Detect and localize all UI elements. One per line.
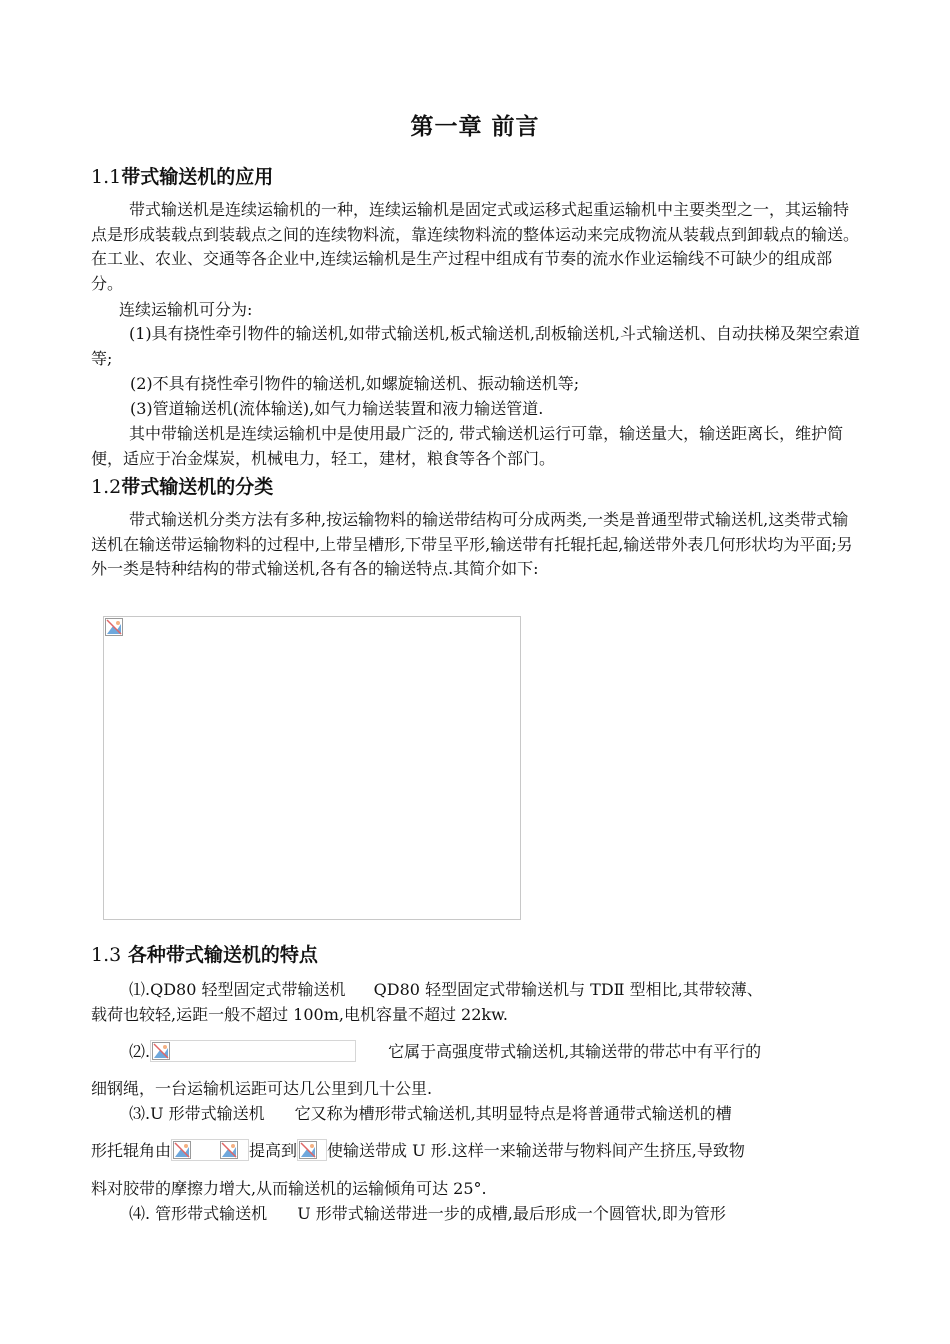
paragraph: 连续运输机可分为: [119, 300, 253, 319]
list-item: (2)不具有挠性牵引物件的输送机,如螺旋输送机、振动输送机等; [130, 374, 580, 393]
item-label: ⑶.U 形带式输送机 [129, 1104, 265, 1123]
list-item-cont [91, 1003, 861, 1027]
section-number: 1.3 [91, 944, 122, 966]
broken-image-icon [105, 618, 123, 636]
broken-image-icon [152, 1042, 170, 1060]
item-text: 使输送带成 U 形.这样一来输送带与物料间产生挤压,导致物 [327, 1141, 745, 1160]
list-item-cont: 料对胶带的摩擦力增大,从而输送机的运输倾角可达 25°. [91, 1179, 487, 1198]
item-label: ⑷. 管形带式输送机 [129, 1204, 268, 1223]
item-text-cont: 载荷也较轻,运距一般不超过 100m,电机容量不超过 22kw. [91, 1005, 508, 1024]
list-item [129, 1040, 859, 1064]
list-item-head [129, 978, 859, 1002]
inline-image-frame [150, 1040, 356, 1062]
section-heading-1-1 [91, 162, 273, 189]
list-item-cont: 细钢绳，一台运输机运距可达几公里到几十公里. [91, 1079, 433, 1098]
section-heading-1-2 [91, 472, 273, 499]
item-text: QD80 轻型固定式带输送机与 TDⅡ 型相比,其带较薄、 [373, 980, 763, 999]
section-title: 带式输送机的应用 [121, 166, 274, 188]
inline-image-frame [297, 1139, 327, 1161]
item-text: 它属于高强度带式输送机,其输送带的带芯中有平行的 [388, 1042, 762, 1061]
inline-image-frame [171, 1139, 249, 1161]
figure-placeholder [103, 616, 521, 920]
paragraph: 带式输送机是连续运输机的一种，连续运输机是固定式或运移式起重运输机中主要类型之一，其运输特点是形成装载点到装载点之间的连续物料流，靠连续物料流的整体运动来完成物流从装载点到卸载点的输送。在工业、农业、交通等各企业中,连续运输机是生产过程中组成有节奏的流水作业运输线不可缺少的组成部分。 [91, 200, 860, 293]
list-item [129, 1202, 859, 1226]
item-text: U 形带式输送带进一步的成槽,最后形成一个圆管状,即为管形 [297, 1204, 726, 1223]
chapter-title: 第一章 前言 [410, 114, 540, 140]
broken-image-icon [220, 1141, 238, 1159]
section-title: 各种带式输送机的特点 [127, 944, 318, 966]
list-item: (1)具有挠性牵引物件的输送机,如带式输送机,板式输送机,刮板输送机,斗式输送机、自动扶梯及架空索道等; [91, 324, 861, 368]
item-text: 提高到 [249, 1141, 298, 1160]
list-item: (3)管道输送机(流体输送),如气力输送装置和液力输送管道. [130, 399, 544, 418]
section-heading-1-3 [91, 940, 318, 967]
broken-image-icon [173, 1141, 191, 1159]
paragraph: 带式输送机分类方法有多种,按运输物料的输送带结构可分成两类,一类是普通型带式输送机,这类带式输送机在输送带运输物料的过程中,上带呈槽形,下带呈平形,输送带有托辊托起,输送带外表几何形状均为平面;另外一类是特种结构的带式输送机,各有各的输送特点.其简介如下: [91, 510, 853, 579]
section-number: 1.1 [91, 166, 122, 188]
list-item-cont [91, 1139, 861, 1163]
broken-image-icon [299, 1141, 317, 1159]
item-text: 形托辊角由 [91, 1141, 172, 1160]
item-text: 它又称为槽形带式输送机,其明显特点是将普通带式输送机的槽 [294, 1104, 732, 1123]
section-number: 1.2 [91, 476, 122, 498]
paragraph: 其中带输送机是连续运输机中是使用最广泛的, 带式输送机运行可靠，输送量大，输送距离长，维护简便，适应于冶金煤炭，机械电力，轻工，建材，粮食等各个部门。 [91, 424, 844, 468]
list-item [129, 1102, 859, 1126]
item-label: ⑴.QD80 轻型固定式带输送机 [129, 980, 346, 999]
item-label: ⑵. [129, 1042, 151, 1061]
section-title: 带式输送机的分类 [121, 476, 274, 498]
